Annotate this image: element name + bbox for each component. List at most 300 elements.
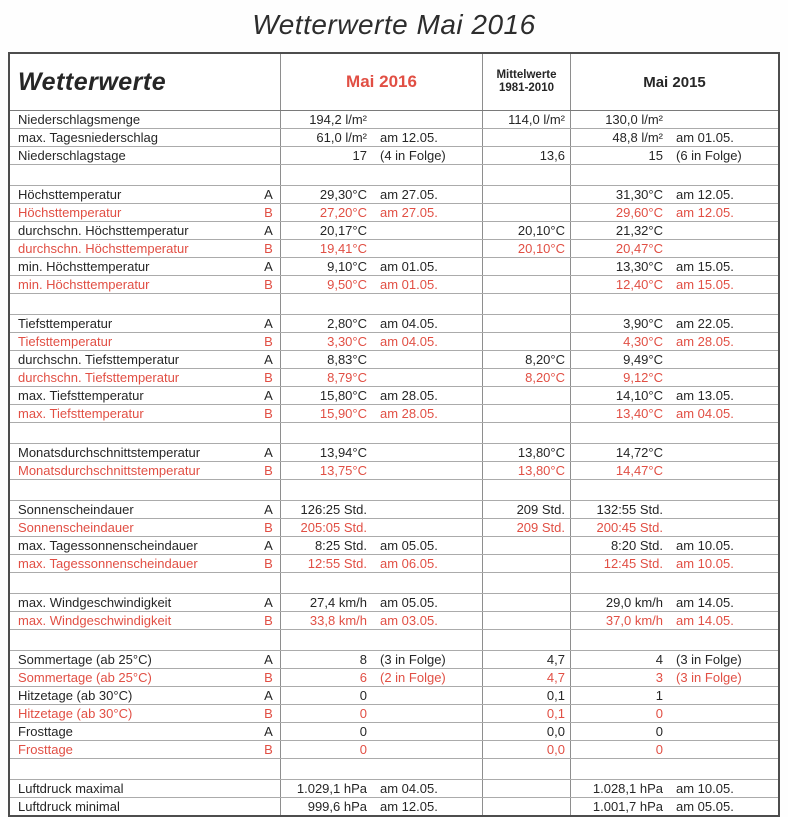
mai-2015-cell — [571, 573, 778, 593]
value-mai-2016: 29,30°C — [319, 187, 367, 202]
table-row — [10, 186, 778, 204]
value-mai-2015: 20,47°C — [615, 241, 663, 256]
table-row — [10, 780, 778, 798]
value-mai-2016: 0 — [359, 688, 367, 703]
value-mittelwerte: 20,10°C — [517, 241, 565, 256]
label-cell — [10, 573, 281, 593]
row-label: Tiefsttemperatur — [18, 316, 113, 331]
row-label: Niederschlagsmenge — [18, 112, 141, 127]
value-mai-2015: 3 — [655, 670, 663, 685]
mai-2016-cell — [281, 444, 483, 461]
mittelwerte-cell — [483, 294, 571, 314]
mai-2015-cell — [571, 405, 778, 422]
value-mai-2015-extra: am 15.05. — [676, 259, 734, 274]
label-cell — [10, 129, 281, 146]
value-mai-2016: 12:55 Std. — [307, 556, 367, 571]
mittelwerte-cell — [483, 240, 571, 257]
value-mai-2015: 0 — [655, 724, 663, 739]
value-mai-2016: 8,79°C — [327, 370, 367, 385]
mittelwerte-cell — [483, 480, 571, 500]
value-mai-2016-extra: am 06.05. — [380, 556, 438, 571]
value-mittelwerte: 13,80°C — [517, 445, 565, 460]
value-mai-2015-extra: am 28.05. — [676, 334, 734, 349]
value-mai-2015: 12,40°C — [615, 277, 663, 292]
label-cell — [10, 480, 281, 500]
mai-2016-cell — [281, 165, 483, 185]
series-indicator: A — [264, 688, 273, 703]
mai-2015-cell — [571, 630, 778, 650]
mittelwerte-cell — [483, 369, 571, 386]
row-label: Höchsttemperatur — [18, 187, 122, 202]
row-label: Tiefsttemperatur — [18, 334, 113, 349]
mai-2016-cell — [281, 222, 483, 239]
value-mai-2015: 0 — [655, 742, 663, 757]
series-indicator: A — [264, 445, 273, 460]
table-row — [10, 612, 778, 630]
mai-2015-cell — [571, 444, 778, 461]
value-mittelwerte: 13,80°C — [517, 463, 565, 478]
series-indicator: B — [264, 370, 273, 385]
value-mai-2015-extra: am 01.05. — [676, 130, 734, 145]
value-mittelwerte: 13,6 — [539, 148, 565, 163]
value-mai-2015: 130,0 l/m² — [605, 112, 663, 127]
row-label: Luftdruck maximal — [18, 781, 124, 796]
value-mai-2015-extra: am 05.05. — [676, 799, 734, 814]
mittelwerte-cell — [483, 147, 571, 164]
table-row — [10, 723, 778, 741]
mai-2016-cell — [281, 519, 483, 536]
mittelwerte-cell — [483, 555, 571, 572]
value-mittelwerte: 0,1 — [546, 688, 565, 703]
header-mittelwerte-line1: Mittelwerte — [496, 69, 557, 81]
header-mai-2015: Mai 2015 — [643, 73, 706, 91]
value-mai-2015-extra: am 14.05. — [676, 613, 734, 628]
value-mai-2016-extra: (3 in Folge) — [380, 652, 446, 667]
value-mai-2015-extra: am 10.05. — [676, 556, 734, 571]
mittelwerte-cell — [483, 594, 571, 611]
table-row — [10, 798, 778, 815]
value-mai-2015-extra: am 12.05. — [676, 187, 734, 202]
label-cell — [10, 240, 281, 257]
series-indicator: A — [264, 223, 273, 238]
value-mai-2015: 1 — [655, 688, 663, 703]
mittelwerte-cell — [483, 387, 571, 404]
value-mai-2016: 19,41°C — [319, 241, 367, 256]
value-mai-2015-extra: am 12.05. — [676, 205, 734, 220]
mai-2015-cell — [571, 165, 778, 185]
section-gap-row — [10, 573, 778, 594]
label-cell — [10, 258, 281, 275]
value-mai-2015-extra: am 13.05. — [676, 388, 734, 403]
series-indicator: A — [264, 187, 273, 202]
row-label: Frosttage — [18, 724, 73, 739]
series-indicator: A — [264, 316, 273, 331]
value-mai-2015: 15 — [648, 148, 663, 163]
value-mittelwerte: 0,0 — [546, 724, 565, 739]
mai-2015-cell — [571, 387, 778, 404]
series-indicator: B — [264, 241, 273, 256]
table-row — [10, 501, 778, 519]
table-row — [10, 651, 778, 669]
mittelwerte-cell — [483, 651, 571, 668]
mai-2016-cell — [281, 741, 483, 758]
table-row — [10, 705, 778, 723]
table-row — [10, 462, 778, 480]
mai-2015-cell — [571, 687, 778, 704]
mittelwerte-cell — [483, 573, 571, 593]
value-mittelwerte: 209 Std. — [516, 502, 565, 517]
table-row — [10, 594, 778, 612]
label-cell — [10, 537, 281, 554]
table-row — [10, 444, 778, 462]
header-mai-2016: Mai 2016 — [346, 72, 417, 91]
table-row — [10, 519, 778, 537]
mittelwerte-cell — [483, 258, 571, 275]
value-mai-2015: 29,0 km/h — [605, 595, 663, 610]
mai-2016-cell — [281, 537, 483, 554]
value-mai-2016: 0 — [359, 724, 367, 739]
row-label: min. Höchsttemperatur — [18, 259, 150, 274]
mai-2015-cell — [571, 723, 778, 740]
mai-2016-cell — [281, 723, 483, 740]
row-label: max. Tiefsttemperatur — [18, 388, 144, 403]
value-mai-2015: 21,32°C — [615, 223, 663, 238]
value-mai-2016: 15,80°C — [319, 388, 367, 403]
series-indicator: A — [264, 388, 273, 403]
mai-2015-cell — [571, 147, 778, 164]
mai-2016-cell — [281, 405, 483, 422]
mai-2015-cell — [571, 333, 778, 350]
label-cell — [10, 147, 281, 164]
value-mai-2015-extra: am 15.05. — [676, 277, 734, 292]
section-gap-row — [10, 480, 778, 501]
series-indicator: B — [264, 520, 273, 535]
table-header-row — [10, 54, 778, 111]
label-cell — [10, 204, 281, 221]
value-mittelwerte: 114,0 l/m² — [508, 112, 565, 127]
value-mai-2016-extra: am 04.05. — [380, 316, 438, 331]
mittelwerte-cell — [483, 423, 571, 443]
label-cell — [10, 333, 281, 350]
value-mai-2016: 27,20°C — [319, 205, 367, 220]
mittelwerte-cell — [483, 705, 571, 722]
value-mai-2016: 205:05 Std. — [300, 520, 367, 535]
value-mai-2015-extra: am 04.05. — [676, 406, 734, 421]
mai-2016-cell — [281, 111, 483, 128]
value-mai-2015: 4,30°C — [623, 334, 663, 349]
mai-2016-cell — [281, 480, 483, 500]
label-cell — [10, 741, 281, 758]
mittelwerte-cell — [483, 405, 571, 422]
table-row — [10, 537, 778, 555]
value-mai-2016-extra: am 05.05. — [380, 538, 438, 553]
row-label: Frosttage — [18, 742, 73, 757]
mai-2015-cell — [571, 705, 778, 722]
table-row — [10, 741, 778, 759]
header-cell-mai-2015 — [571, 54, 778, 110]
mai-2015-cell — [571, 555, 778, 572]
value-mai-2016: 126:25 Std. — [300, 502, 367, 517]
label-cell — [10, 444, 281, 461]
label-cell — [10, 594, 281, 611]
mai-2016-cell — [281, 129, 483, 146]
row-label: Hitzetage (ab 30°C) — [18, 706, 133, 721]
row-label: max. Tiefsttemperatur — [18, 406, 144, 421]
series-indicator: A — [264, 538, 273, 553]
value-mai-2016: 13,94°C — [319, 445, 367, 460]
value-mai-2015: 13,30°C — [615, 259, 663, 274]
value-mai-2016: 0 — [359, 706, 367, 721]
mai-2016-cell — [281, 594, 483, 611]
series-indicator: A — [264, 595, 273, 610]
value-mai-2015: 132:55 Std. — [596, 502, 663, 517]
mittelwerte-cell — [483, 741, 571, 758]
row-label: durchschn. Höchsttemperatur — [18, 241, 189, 256]
mai-2016-cell — [281, 369, 483, 386]
value-mai-2016: 8:25 Std. — [314, 538, 367, 553]
value-mittelwerte: 20,10°C — [517, 223, 565, 238]
header-cell-mai-2016 — [281, 54, 483, 110]
weather-table — [8, 52, 780, 817]
value-mai-2015-extra: (6 in Folge) — [676, 148, 742, 163]
mittelwerte-cell — [483, 612, 571, 629]
row-label: Luftdruck minimal — [18, 799, 120, 814]
mittelwerte-cell — [483, 780, 571, 797]
table-body — [10, 111, 778, 815]
mai-2015-cell — [571, 294, 778, 314]
value-mai-2015: 12:45 Std. — [603, 556, 663, 571]
header-cell-mittelwerte — [483, 54, 571, 110]
mai-2015-cell — [571, 111, 778, 128]
mai-2016-cell — [281, 798, 483, 815]
label-cell — [10, 222, 281, 239]
table-row — [10, 258, 778, 276]
label-cell — [10, 612, 281, 629]
header-mittelwerte-line2: 1981-2010 — [498, 82, 554, 94]
series-indicator: B — [264, 613, 273, 628]
label-cell — [10, 519, 281, 536]
value-mai-2016: 15,90°C — [319, 406, 367, 421]
value-mai-2015-extra: am 14.05. — [676, 595, 734, 610]
table-row — [10, 111, 778, 129]
mittelwerte-cell — [483, 315, 571, 332]
table-row — [10, 351, 778, 369]
mai-2015-cell — [571, 369, 778, 386]
series-indicator: B — [264, 406, 273, 421]
mittelwerte-cell — [483, 519, 571, 536]
series-indicator: B — [264, 463, 273, 478]
row-label: Sommertage (ab 25°C) — [18, 652, 152, 667]
mittelwerte-cell — [483, 669, 571, 686]
value-mai-2016-extra: am 28.05. — [380, 388, 438, 403]
mai-2016-cell — [281, 780, 483, 797]
mai-2015-cell — [571, 594, 778, 611]
value-mai-2016: 9,50°C — [327, 277, 367, 292]
label-cell — [10, 705, 281, 722]
label-cell — [10, 165, 281, 185]
value-mai-2015: 29,60°C — [615, 205, 663, 220]
label-cell — [10, 387, 281, 404]
mai-2016-cell — [281, 186, 483, 203]
section-gap-row — [10, 165, 778, 186]
label-cell — [10, 630, 281, 650]
label-cell — [10, 186, 281, 203]
mai-2016-cell — [281, 147, 483, 164]
row-label: min. Höchsttemperatur — [18, 277, 150, 292]
label-cell — [10, 780, 281, 797]
label-cell — [10, 759, 281, 779]
mai-2016-cell — [281, 669, 483, 686]
mittelwerte-cell — [483, 630, 571, 650]
row-label: max. Tagessonnenscheindauer — [18, 556, 198, 571]
section-gap-row — [10, 630, 778, 651]
mai-2016-cell — [281, 759, 483, 779]
value-mai-2015: 1.028,1 hPa — [592, 781, 663, 796]
value-mai-2016-extra: am 01.05. — [380, 277, 438, 292]
value-mai-2015: 0 — [655, 706, 663, 721]
row-label: max. Windgeschwindigkeit — [18, 595, 172, 610]
value-mai-2016: 999,6 hPa — [307, 799, 367, 814]
mittelwerte-cell — [483, 687, 571, 704]
table-row — [10, 687, 778, 705]
value-mai-2015: 4 — [655, 652, 663, 667]
value-mai-2016-extra: am 04.05. — [380, 334, 438, 349]
row-label: durchschn. Tiefsttemperatur — [18, 370, 180, 385]
row-label: Sonnenscheindauer — [18, 520, 134, 535]
mai-2016-cell — [281, 573, 483, 593]
value-mai-2016-extra: am 04.05. — [380, 781, 438, 796]
mittelwerte-cell — [483, 798, 571, 815]
table-row — [10, 369, 778, 387]
label-cell — [10, 723, 281, 740]
row-label: Monatsdurchschnittstemperatur — [18, 463, 201, 478]
table-row — [10, 240, 778, 258]
value-mittelwerte: 209 Std. — [516, 520, 565, 535]
table-row — [10, 204, 778, 222]
label-cell — [10, 462, 281, 479]
value-mai-2016-extra: am 12.05. — [380, 799, 438, 814]
value-mittelwerte: 0,1 — [546, 706, 565, 721]
mai-2015-cell — [571, 759, 778, 779]
mai-2015-cell — [571, 501, 778, 518]
label-cell — [10, 555, 281, 572]
mai-2016-cell — [281, 462, 483, 479]
value-mai-2016: 0 — [359, 742, 367, 757]
value-mai-2015: 9,49°C — [623, 352, 663, 367]
value-mai-2016: 1.029,1 hPa — [296, 781, 367, 796]
table-row — [10, 669, 778, 687]
series-indicator: B — [264, 277, 273, 292]
mai-2016-cell — [281, 315, 483, 332]
mai-2015-cell — [571, 222, 778, 239]
mai-2015-cell — [571, 537, 778, 554]
value-mai-2016: 194,2 l/m² — [309, 112, 367, 127]
mittelwerte-cell — [483, 276, 571, 293]
row-label: Sonnenscheindauer — [18, 502, 134, 517]
value-mittelwerte: 0,0 — [546, 742, 565, 757]
value-mai-2016: 20,17°C — [319, 223, 367, 238]
mai-2016-cell — [281, 555, 483, 572]
mai-2015-cell — [571, 798, 778, 815]
table-row — [10, 315, 778, 333]
table-row — [10, 333, 778, 351]
mai-2015-cell — [571, 462, 778, 479]
value-mai-2016: 6 — [359, 670, 367, 685]
value-mai-2016-extra: am 05.05. — [380, 595, 438, 610]
value-mittelwerte: 4,7 — [546, 670, 565, 685]
value-mai-2016-extra: am 12.05. — [380, 130, 438, 145]
series-indicator: B — [264, 670, 273, 685]
label-cell — [10, 351, 281, 368]
value-mai-2016-extra: am 03.05. — [380, 613, 438, 628]
mai-2015-cell — [571, 351, 778, 368]
row-label: Sommertage (ab 25°C) — [18, 670, 152, 685]
mai-2016-cell — [281, 423, 483, 443]
mai-2015-cell — [571, 480, 778, 500]
value-mai-2016-extra: (2 in Folge) — [380, 670, 446, 685]
value-mai-2015-extra: (3 in Folge) — [676, 670, 742, 685]
value-mai-2015-extra: (3 in Folge) — [676, 652, 742, 667]
mai-2016-cell — [281, 240, 483, 257]
value-mai-2015: 37,0 km/h — [605, 613, 663, 628]
value-mai-2015-extra: am 22.05. — [676, 316, 734, 331]
mai-2016-cell — [281, 501, 483, 518]
mai-2015-cell — [571, 276, 778, 293]
table-row — [10, 405, 778, 423]
label-cell — [10, 423, 281, 443]
mittelwerte-cell — [483, 462, 571, 479]
mai-2015-cell — [571, 519, 778, 536]
mai-2015-cell — [571, 240, 778, 257]
row-label: durchschn. Höchsttemperatur — [18, 223, 189, 238]
mai-2016-cell — [281, 387, 483, 404]
label-cell — [10, 651, 281, 668]
value-mai-2016-extra: am 27.05. — [380, 205, 438, 220]
value-mai-2015-extra: am 10.05. — [676, 781, 734, 796]
mai-2015-cell — [571, 258, 778, 275]
value-mai-2015: 14,10°C — [615, 388, 663, 403]
mai-2016-cell — [281, 258, 483, 275]
series-indicator: A — [264, 652, 273, 667]
mittelwerte-cell — [483, 204, 571, 221]
row-label: max. Windgeschwindigkeit — [18, 613, 172, 628]
label-cell — [10, 405, 281, 422]
mai-2015-cell — [571, 612, 778, 629]
row-label: Höchsttemperatur — [18, 205, 122, 220]
mai-2016-cell — [281, 333, 483, 350]
value-mai-2016: 61,0 l/m² — [316, 130, 367, 145]
mai-2015-cell — [571, 651, 778, 668]
value-mai-2016-extra: am 28.05. — [380, 406, 438, 421]
series-indicator: B — [264, 334, 273, 349]
header-cell-wetterwerte — [10, 54, 281, 110]
table-row — [10, 129, 778, 147]
value-mai-2015: 48,8 l/m² — [612, 130, 663, 145]
value-mai-2016-extra: am 27.05. — [380, 187, 438, 202]
mai-2016-cell — [281, 351, 483, 368]
series-indicator: B — [264, 706, 273, 721]
value-mai-2015: 13,40°C — [615, 406, 663, 421]
value-mittelwerte: 8,20°C — [525, 370, 565, 385]
mittelwerte-cell — [483, 186, 571, 203]
mai-2015-cell — [571, 186, 778, 203]
value-mittelwerte: 8,20°C — [525, 352, 565, 367]
mai-2016-cell — [281, 630, 483, 650]
label-cell — [10, 294, 281, 314]
label-cell — [10, 369, 281, 386]
row-label: Niederschlagstage — [18, 148, 126, 163]
mittelwerte-cell — [483, 759, 571, 779]
